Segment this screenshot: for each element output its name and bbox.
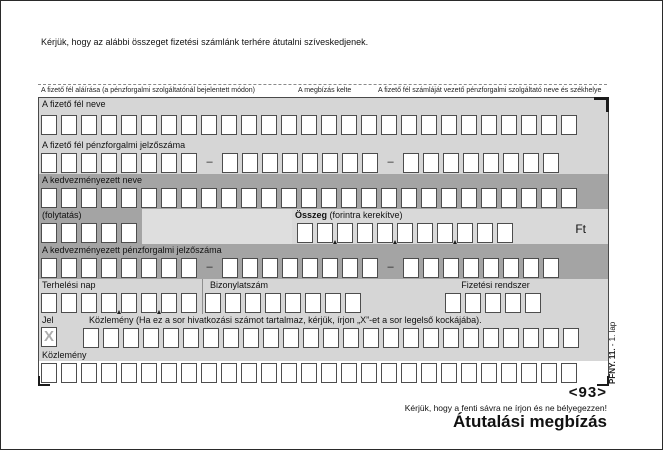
char-box[interactable] [322, 153, 338, 173]
char-box[interactable] [161, 293, 177, 313]
char-box[interactable] [463, 328, 479, 348]
char-box[interactable] [485, 293, 501, 313]
char-box[interactable] [417, 223, 433, 243]
char-box[interactable] [61, 293, 77, 313]
char-box[interactable] [81, 258, 97, 278]
char-box[interactable] [401, 115, 417, 135]
amount-label-note: (forintra kerekítve) [329, 210, 403, 220]
char-box[interactable] [501, 188, 517, 208]
char-box[interactable] [302, 258, 318, 278]
char-box[interactable] [523, 153, 539, 173]
char-box[interactable] [101, 115, 117, 135]
char-box[interactable] [437, 223, 453, 243]
char-box[interactable] [281, 188, 297, 208]
char-box[interactable] [285, 293, 301, 313]
char-box[interactable] [201, 363, 217, 383]
char-box[interactable] [81, 363, 97, 383]
char-box[interactable] [141, 115, 157, 135]
char-box[interactable] [61, 363, 77, 383]
char-box[interactable] [161, 153, 177, 173]
flag-remark-row [39, 314, 608, 349]
char-box[interactable] [342, 153, 358, 173]
beneficiary-account-label: A kedvezményezett pénzforgalmi jelzőszáma [39, 244, 608, 256]
char-box[interactable] [141, 153, 157, 173]
char-box[interactable] [541, 115, 557, 135]
char-box[interactable] [403, 258, 419, 278]
char-box[interactable] [181, 188, 197, 208]
char-box[interactable] [181, 258, 197, 278]
char-box[interactable] [543, 258, 559, 278]
char-box[interactable] [223, 328, 239, 348]
char-box[interactable] [205, 293, 221, 313]
char-box[interactable] [61, 188, 77, 208]
strip-note: Kérjük, hogy a fenti sávra ne írjon és ne bélyegezzen! [404, 403, 607, 413]
section-divider [202, 279, 203, 314]
char-box[interactable] [443, 258, 459, 278]
char-box[interactable] [362, 258, 378, 278]
payment-system-label: Fizetési rendszer [461, 280, 530, 290]
beneficiary-account-boxes [39, 256, 608, 279]
char-box[interactable] [161, 188, 177, 208]
char-box[interactable] [262, 258, 278, 278]
remark-ref-boxes [83, 326, 579, 349]
char-box[interactable] [501, 115, 517, 135]
char-box[interactable] [141, 188, 157, 208]
char-box[interactable] [261, 188, 277, 208]
char-box[interactable] [521, 188, 537, 208]
char-box[interactable] [225, 293, 241, 313]
group-separator: – [387, 261, 394, 273]
char-box[interactable] [282, 153, 298, 173]
char-box[interactable] [181, 363, 197, 383]
amount-label [292, 209, 608, 221]
payer-name-boxes [39, 110, 608, 139]
char-box[interactable] [543, 328, 559, 348]
char-box[interactable] [321, 363, 337, 383]
char-box[interactable] [505, 293, 521, 313]
currency-label: Ft [575, 222, 586, 236]
char-box[interactable] [343, 328, 359, 348]
char-box[interactable] [181, 115, 197, 135]
char-box[interactable] [262, 153, 278, 173]
char-box[interactable] [461, 188, 477, 208]
beneficiary-account-row [39, 244, 608, 279]
char-box[interactable] [303, 328, 319, 348]
char-box[interactable] [337, 223, 353, 243]
char-box[interactable] [41, 223, 57, 243]
char-box[interactable] [403, 153, 419, 173]
debit-day-boxes [39, 291, 197, 314]
char-box[interactable] [161, 115, 177, 135]
char-box[interactable] [141, 363, 157, 383]
char-box[interactable] [342, 258, 358, 278]
char-box[interactable] [101, 258, 117, 278]
char-box[interactable] [242, 258, 258, 278]
char-box[interactable] [101, 153, 117, 173]
char-box[interactable] [322, 258, 338, 278]
char-box[interactable] [345, 293, 361, 313]
char-box[interactable] [181, 293, 197, 313]
char-box[interactable] [41, 293, 57, 313]
char-box[interactable] [81, 115, 97, 135]
char-box[interactable] [441, 363, 457, 383]
char-box[interactable] [361, 188, 377, 208]
form-page-note: - 1. lap [608, 321, 617, 349]
char-box[interactable] [221, 188, 237, 208]
char-box[interactable] [561, 188, 577, 208]
debit-day-label: Terhelési nap [42, 280, 96, 290]
char-box[interactable] [341, 115, 357, 135]
char-box[interactable] [83, 328, 99, 348]
char-box[interactable] [301, 188, 317, 208]
char-box[interactable] [281, 363, 297, 383]
char-box[interactable] [201, 115, 217, 135]
char-box[interactable] [121, 153, 137, 173]
beneficiary-name-label: A kedvezményezett neve [39, 174, 608, 186]
char-box[interactable] [503, 328, 519, 348]
table-corner-bottom-left [38, 376, 50, 386]
char-box[interactable] [181, 153, 197, 173]
char-box[interactable] [61, 115, 77, 135]
char-box[interactable] [103, 328, 119, 348]
char-box[interactable] [121, 115, 137, 135]
char-box[interactable] [121, 363, 137, 383]
blank-area [142, 209, 292, 244]
char-box[interactable] [101, 223, 117, 243]
char-box[interactable] [41, 258, 57, 278]
char-box[interactable] [121, 293, 137, 313]
char-box[interactable] [81, 293, 97, 313]
char-box[interactable] [203, 328, 219, 348]
payer-name-label: A fizető fél neve [39, 98, 608, 110]
char-box[interactable] [381, 115, 397, 135]
char-box[interactable] [521, 115, 537, 135]
char-box[interactable] [377, 223, 393, 243]
char-box[interactable] [241, 188, 257, 208]
char-box[interactable] [241, 363, 257, 383]
char-box[interactable] [302, 153, 318, 173]
char-box[interactable] [242, 153, 258, 173]
char-box[interactable] [121, 258, 137, 278]
char-box[interactable] [361, 115, 377, 135]
char-box[interactable] [523, 258, 539, 278]
char-box[interactable] [441, 188, 457, 208]
group-separator: – [387, 156, 394, 168]
debit-voucher-system-row [39, 279, 608, 314]
remark-label: Közlemény [39, 349, 608, 361]
char-box[interactable] [221, 363, 237, 383]
char-box[interactable] [423, 258, 439, 278]
char-box[interactable] [61, 153, 77, 173]
char-box[interactable] [443, 153, 459, 173]
voucher-number-boxes [205, 291, 361, 314]
char-box[interactable] [421, 115, 437, 135]
amount-boxes [292, 221, 608, 244]
char-box[interactable] [183, 328, 199, 348]
char-box[interactable] [463, 153, 479, 173]
amount-section [292, 209, 608, 244]
char-box[interactable] [161, 363, 177, 383]
continuation-label: (folytatás) [42, 210, 82, 220]
char-box[interactable] [497, 223, 513, 243]
char-box[interactable] [121, 223, 137, 243]
char-box[interactable] [41, 153, 57, 173]
form-table [38, 97, 609, 385]
char-box[interactable] [523, 328, 539, 348]
char-box[interactable] [423, 328, 439, 348]
char-box[interactable] [423, 153, 439, 173]
char-box[interactable] [81, 188, 97, 208]
char-box[interactable] [443, 328, 459, 348]
char-box[interactable] [41, 115, 57, 135]
intro-text: Kérjük, hogy az alábbi összeget fizetési számlánk terhére átutalni szíveskedjenek. [41, 37, 369, 47]
char-box[interactable] [282, 258, 298, 278]
char-box[interactable] [383, 328, 399, 348]
char-box[interactable] [481, 115, 497, 135]
payment-system-boxes [445, 291, 541, 314]
char-box[interactable] [61, 223, 77, 243]
char-box[interactable] [141, 258, 157, 278]
char-box[interactable] [481, 188, 497, 208]
char-box[interactable] [101, 293, 117, 313]
char-box[interactable] [263, 328, 279, 348]
char-box[interactable] [457, 223, 473, 243]
flag-x-box[interactable]: X [41, 327, 57, 347]
payer-account-boxes [39, 151, 608, 174]
char-box[interactable] [301, 115, 317, 135]
char-box[interactable] [483, 153, 499, 173]
char-box[interactable] [281, 115, 297, 135]
beneficiary-name-boxes [39, 186, 608, 209]
char-box[interactable] [321, 188, 337, 208]
char-box[interactable] [401, 188, 417, 208]
char-box[interactable] [362, 153, 378, 173]
char-box[interactable] [341, 363, 357, 383]
char-box[interactable] [445, 293, 461, 313]
payer-bank-label: A fizető fél számláját vezető pénzforgalmi szolgáltató neve és székhelye [378, 87, 602, 94]
char-box[interactable] [143, 328, 159, 348]
char-box[interactable] [222, 153, 238, 173]
char-box[interactable] [265, 293, 281, 313]
char-box[interactable] [441, 115, 457, 135]
char-box[interactable] [141, 293, 157, 313]
char-box[interactable] [403, 328, 419, 348]
char-box[interactable] [461, 363, 477, 383]
char-box[interactable] [381, 188, 397, 208]
group-separator: – [206, 156, 213, 168]
char-box[interactable] [341, 188, 357, 208]
char-box[interactable] [123, 328, 139, 348]
char-box[interactable] [481, 363, 497, 383]
char-box[interactable] [483, 258, 499, 278]
char-box[interactable] [461, 115, 477, 135]
form-title: Átutalási megbízás [453, 412, 607, 431]
char-box[interactable] [305, 293, 321, 313]
char-box[interactable] [363, 328, 379, 348]
char-box[interactable] [421, 363, 437, 383]
char-box[interactable] [317, 223, 333, 243]
char-box[interactable] [297, 223, 313, 243]
form-id-vertical [608, 286, 617, 384]
char-box[interactable] [261, 363, 277, 383]
char-box[interactable] [61, 258, 77, 278]
payer-account-row [39, 139, 608, 174]
payer-account-label: A fizető fél pénzforgalmi jelzőszáma [39, 139, 608, 151]
payer-name-row [39, 98, 608, 139]
group-separator: – [206, 261, 213, 273]
char-box[interactable] [201, 188, 217, 208]
continuation-boxes [39, 221, 142, 244]
char-box[interactable] [525, 293, 541, 313]
char-box[interactable] [463, 258, 479, 278]
char-box[interactable] [301, 363, 317, 383]
char-box[interactable] [323, 328, 339, 348]
remark-ref-label: Közlemény (Ha ez a sor hivatkozási számot tartalmaz, kérjük, írjon „X”-et a sor legelső kockájába). [89, 315, 482, 325]
char-box[interactable] [483, 328, 499, 348]
char-box[interactable] [421, 188, 437, 208]
char-box[interactable] [503, 153, 519, 173]
char-box[interactable] [561, 363, 577, 383]
char-box[interactable] [245, 293, 261, 313]
char-box[interactable] [503, 258, 519, 278]
char-box[interactable] [465, 293, 481, 313]
payer-signature-label: A fizető fél aláírása (a pénzforgalmi szolgáltatónál bejelentett módon) [41, 87, 256, 94]
order-date-label: A megbízás kelte [298, 87, 352, 94]
char-box[interactable] [381, 363, 397, 383]
char-box[interactable] [477, 223, 493, 243]
char-box[interactable] [222, 258, 238, 278]
continuation-amount-row [39, 209, 608, 244]
char-box[interactable] [163, 328, 179, 348]
char-box[interactable] [243, 328, 259, 348]
remark-boxes [39, 361, 608, 385]
char-box[interactable] [241, 115, 257, 135]
char-box[interactable] [81, 223, 97, 243]
table-corner-top-right [594, 97, 609, 112]
char-box[interactable] [541, 363, 557, 383]
char-box[interactable] [325, 293, 341, 313]
char-box[interactable] [361, 363, 377, 383]
voucher-number-label: Bizonylatszám [210, 280, 269, 290]
char-box[interactable] [161, 258, 177, 278]
amount-label-bold: Összeg [295, 210, 328, 220]
char-box[interactable] [101, 363, 117, 383]
continuation-section [39, 209, 142, 244]
char-box[interactable] [101, 188, 117, 208]
beneficiary-name-row [39, 174, 608, 209]
flag-label: Jel [42, 315, 54, 325]
char-box[interactable] [401, 363, 417, 383]
char-box[interactable] [261, 115, 277, 135]
char-box[interactable] [81, 153, 97, 173]
char-box[interactable] [541, 188, 557, 208]
char-box[interactable] [563, 328, 579, 348]
char-box[interactable] [501, 363, 517, 383]
char-box[interactable] [521, 363, 537, 383]
signature-dashed-line [38, 84, 607, 85]
char-box[interactable] [397, 223, 413, 243]
form-id: PFNY. 11. [608, 348, 617, 384]
char-box[interactable] [221, 115, 237, 135]
char-box[interactable] [321, 115, 337, 135]
remark-row [39, 349, 608, 385]
char-box[interactable] [357, 223, 373, 243]
char-box[interactable] [561, 115, 577, 135]
char-box[interactable] [41, 188, 57, 208]
char-box[interactable] [121, 188, 137, 208]
ocr-code: <93> [568, 384, 607, 401]
char-box[interactable] [543, 153, 559, 173]
char-box[interactable] [283, 328, 299, 348]
